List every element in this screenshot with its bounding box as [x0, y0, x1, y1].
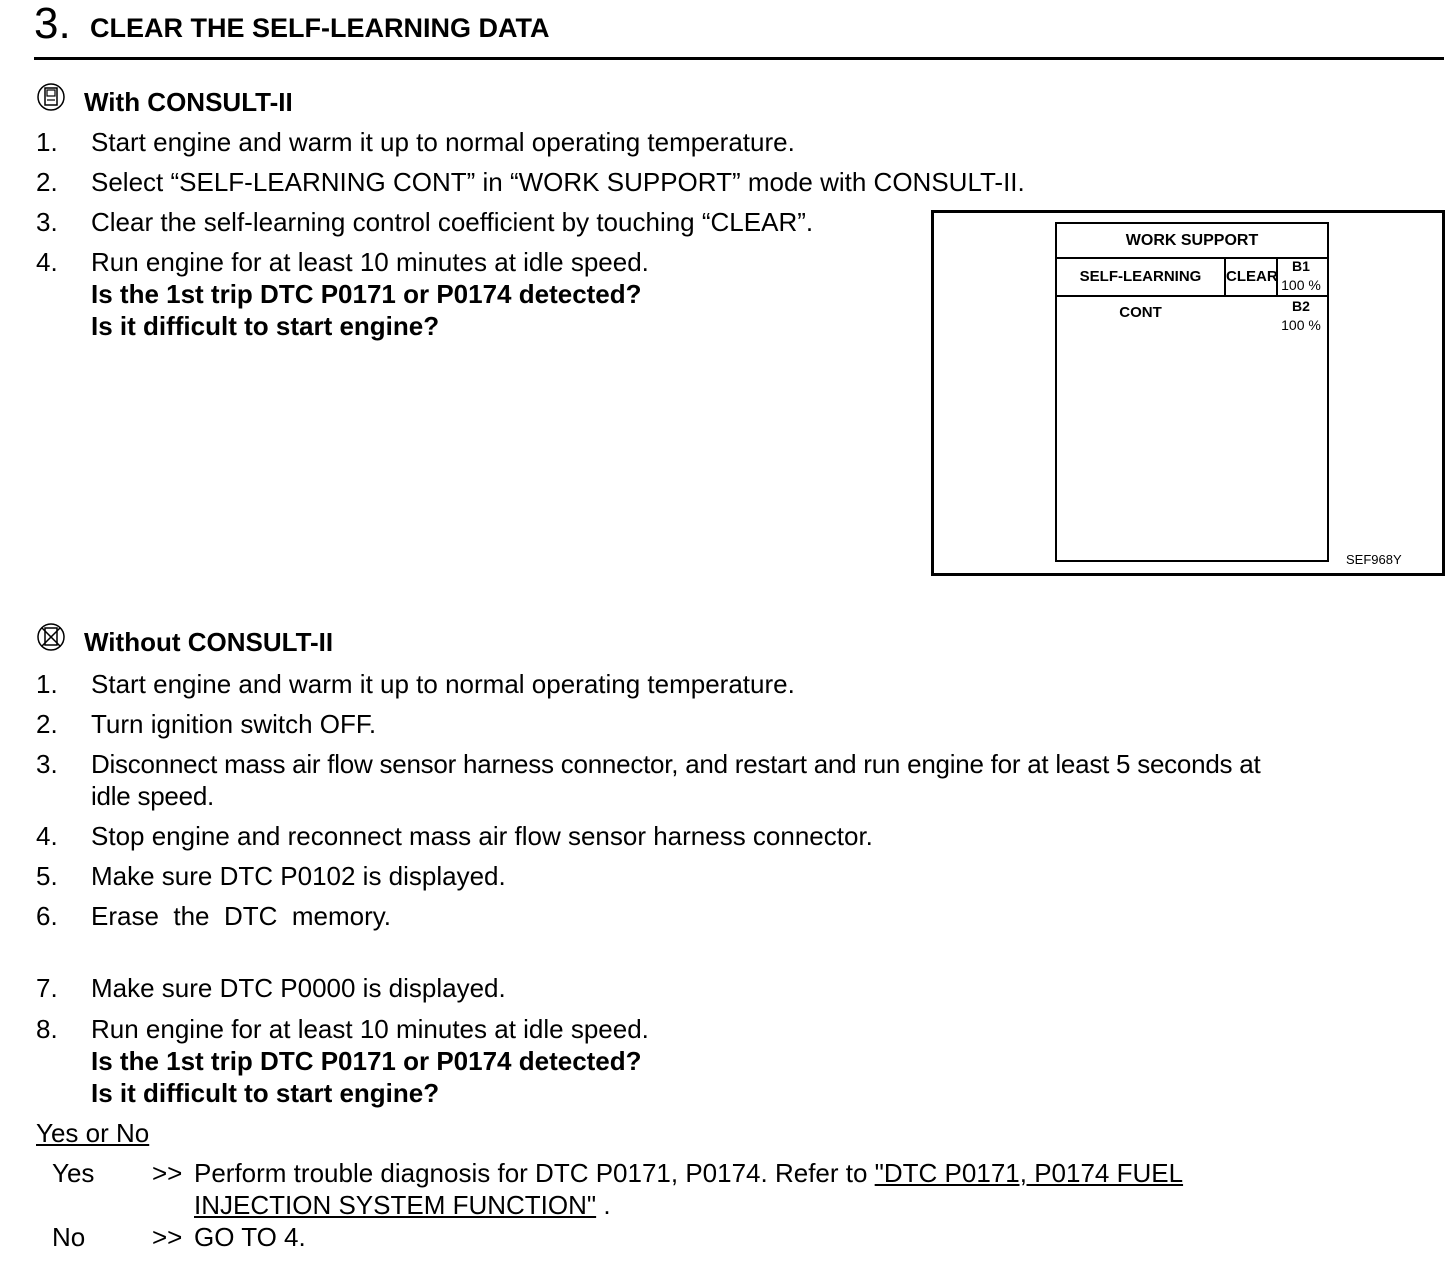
no-consult-tool-icon	[36, 622, 66, 657]
bank1-value: 100 %	[1281, 277, 1321, 293]
yes-answer	[194, 1157, 1183, 1189]
item-text: Select “SELF-LEARNING CONT” in “WORK SUPPORT” mode with CONSULT-II.	[91, 167, 1025, 197]
with-consult-title: With CONSULT-II	[84, 87, 293, 117]
item-number: 2.	[36, 167, 58, 197]
self-learning-cont-label: SELF-LEARNING CONT	[1057, 259, 1226, 295]
step-title: CLEAR THE SELF-LEARNING DATA	[90, 13, 550, 43]
item-number: 1.	[36, 669, 58, 699]
question-text: Is it difficult to start engine?	[91, 1078, 440, 1108]
clear-button[interactable]: CLEAR	[1226, 259, 1278, 295]
bank1-label: B1	[1292, 258, 1310, 274]
yes-key: Yes	[52, 1158, 95, 1188]
without-consult-title: Without CONSULT-II	[84, 627, 334, 657]
dtc-reference-link-continued[interactable]: INJECTION SYSTEM FUNCTION"	[194, 1190, 597, 1220]
item-text: Make sure DTC P0000 is displayed.	[91, 973, 506, 1003]
no-answer: GO TO 4.	[194, 1222, 306, 1252]
yes-answer-text: Perform trouble diagnosis for DTC P0171, P0174. Refer to	[194, 1158, 875, 1188]
consult-tool-icon	[36, 82, 66, 117]
item-text: Start engine and warm it up to normal operating temperature.	[91, 127, 795, 157]
item-text: Run engine for at least 10 minutes at idle speed.	[91, 247, 649, 277]
no-arrow: >>	[152, 1222, 183, 1252]
item-number: 4.	[36, 821, 58, 851]
yes-or-no-label: Yes or No	[36, 1118, 150, 1148]
item-text: Stop engine and reconnect mass air flow sensor harness connector.	[91, 821, 873, 851]
item-number: 1.	[36, 127, 58, 157]
bank2-label: B2	[1292, 298, 1310, 314]
yes-answer-tail: .	[596, 1190, 611, 1220]
question-text: Is it difficult to start engine?	[91, 311, 440, 341]
item-text: Erase the DTC memory.	[91, 901, 392, 931]
figure-code: SEF968Y	[1346, 552, 1402, 567]
item-number: 8.	[36, 1014, 58, 1044]
item-text: Clear the self-learning control coefficient by touching “CLEAR”.	[91, 207, 814, 237]
item-number: 3.	[36, 749, 58, 779]
bank2-value: 100 %	[1281, 317, 1321, 333]
item-number: 4.	[36, 247, 58, 277]
item-text: Run engine for at least 10 minutes at idle speed.	[91, 1014, 649, 1044]
item-text: Disconnect mass air flow sensor harness connector, and restart and run engine for at least 5 seconds at	[91, 749, 1261, 779]
item-text-continued: idle speed.	[91, 781, 215, 811]
item-number: 3.	[36, 207, 58, 237]
item-text: Start engine and warm it up to normal operating temperature.	[91, 669, 795, 699]
dtc-reference-link[interactable]: "DTC P0171, P0174 FUEL	[874, 1158, 1184, 1188]
question-text: Is the 1st trip DTC P0171 or P0174 detected?	[91, 279, 642, 309]
no-key: No	[52, 1222, 86, 1252]
question-text: Is the 1st trip DTC P0171 or P0174 detected?	[91, 1046, 642, 1076]
screen-title: WORK SUPPORT	[1057, 224, 1327, 259]
item-number: 2.	[36, 709, 58, 739]
item-number: 6.	[36, 901, 58, 931]
item-text: Make sure DTC P0102 is displayed.	[91, 861, 506, 891]
item-number: 7.	[36, 973, 58, 1003]
item-number: 5.	[36, 861, 58, 891]
step-number: 3.	[34, 0, 71, 48]
item-text: Turn ignition switch OFF.	[91, 709, 377, 739]
yes-arrow: >>	[152, 1158, 183, 1188]
heading-divider	[34, 57, 1444, 60]
yes-answer-continued	[194, 1189, 611, 1221]
